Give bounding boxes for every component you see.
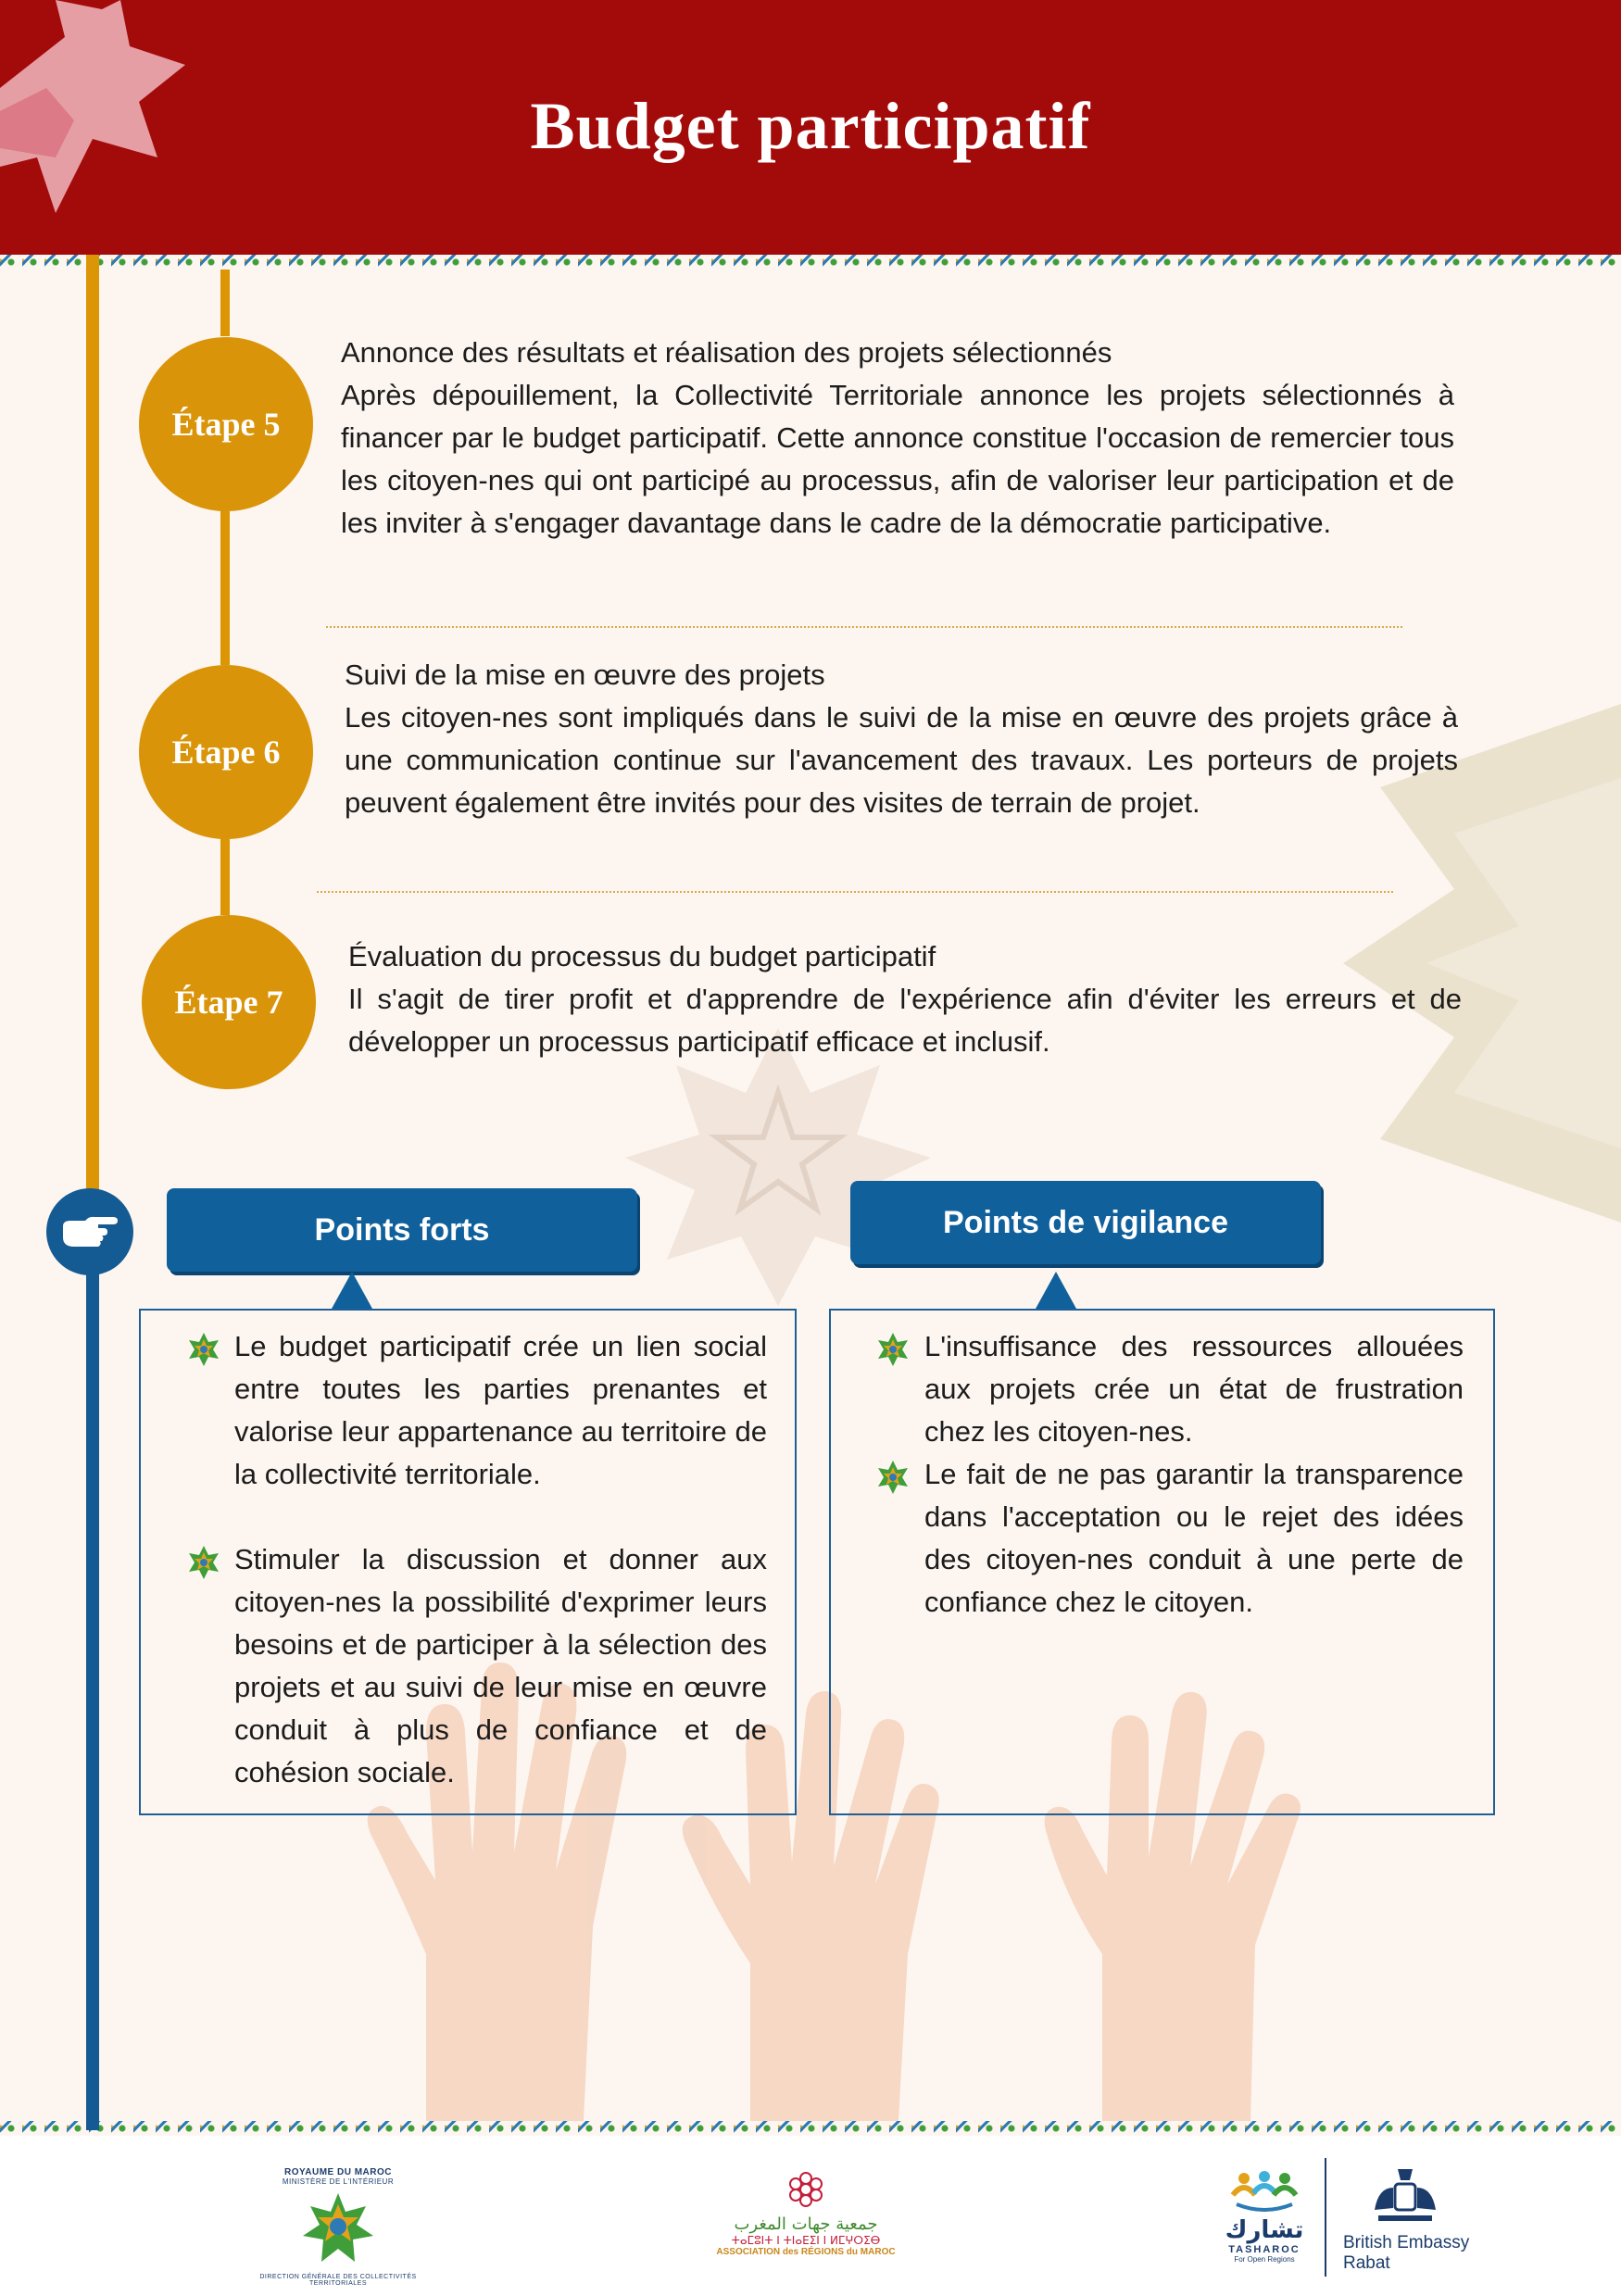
- strength-item-2: Stimuler la discussion et donner aux citoyen-nes la possibilité d'exprimer leurs besoins et de participer à la sélection des projets et au suivi de leur mise en œuvre conduit à plus de confiance et de cohésion sociale.: [234, 1543, 767, 1788]
- vigilance-pointer: [1036, 1272, 1076, 1309]
- tasharoc-arabic-name: تشارك: [1225, 2216, 1304, 2244]
- top-border-pattern: [0, 255, 1621, 270]
- step-7-description: Il s'agit de tirer profit et d'apprendre de l'expérience afin d'éviter les erreurs et de développer un processus participatif efficace et inclusif.: [348, 983, 1462, 1058]
- step-6-description: Les citoyen-nes sont impliqués dans le suivi de la mise en œuvre des projets grâce à une communication continue sur l'avancement des travaux. Les porteurs de projets peuvent également être invités pour des visites de terrain de projet.: [345, 701, 1458, 819]
- step-7-badge: Étape 7: [142, 915, 316, 1089]
- pointing-hand-icon: [46, 1188, 133, 1275]
- tasharoc-logo: [1213, 2169, 1315, 2264]
- timeline-connector: [220, 270, 230, 336]
- step-7-title: Évaluation du processus du budget participatif: [348, 940, 936, 972]
- vigilance-item-2: Le fait de ne pas garantir la transparence dans l'acceptation ou le rejet des idées des citoyen-nes conduit à une perte de confiance chez le citoyen.: [924, 1458, 1464, 1618]
- ministry-emblem-icon: [301, 2191, 375, 2265]
- bottom-border-pattern: [0, 2121, 1621, 2136]
- strengths-pointer: [332, 1272, 372, 1309]
- ministry-name: ROYAUME DU MAROC: [284, 2167, 392, 2177]
- footer: [0, 2136, 1621, 2296]
- star-bullet-icon: [185, 1331, 222, 1368]
- vigilance-heading: Points de vigilance: [850, 1181, 1321, 1264]
- ministry-subname: MINISTÈRE DE L'INTÉRIEUR: [282, 2177, 395, 2186]
- step-6-content: [345, 654, 1458, 824]
- step-6-badge: Étape 6: [139, 665, 313, 839]
- footer-divider: [1325, 2158, 1326, 2277]
- star-bullet-icon: [874, 1331, 911, 1368]
- ministry-direction: DIRECTION GÉNÉRALE DES COLLECTIVITÉS TERRITORIALES: [259, 2274, 417, 2287]
- timeline-connector: [220, 839, 230, 915]
- strength-item-1: Le budget participatif crée un lien social entre toutes les parties prenantes et valorise leur appartenance au territoire de la collectivité territoriale.: [234, 1330, 767, 1490]
- separator: [317, 891, 1393, 893]
- separator: [326, 626, 1402, 628]
- royal-coat-of-arms-icon: [1369, 2164, 1441, 2228]
- strengths-heading: Points forts: [167, 1188, 637, 1272]
- step-5-title: Annonce des résultats et réalisation des projets sélectionnés: [341, 336, 1112, 369]
- pointing-hand-glyph: [61, 1213, 119, 1250]
- embassy-name: British Embassy: [1343, 2233, 1470, 2252]
- step-6-title: Suivi de la mise en œuvre des projets: [345, 659, 825, 691]
- ministry-logo: [232, 2167, 445, 2287]
- tasharoc-people-icon: [1227, 2169, 1301, 2212]
- step-5-description: Après dépouillement, la Collectivité Territoriale annonce les projets sélectionnés à financer par le budget participatif. Cette annonce constitue l'occasion de remercier tous les citoyen-nes qui ont participé au processus, afin de valoriser leur participation et de les inviter à s'engager davantage dans le cadre de la démocratie participative.: [341, 379, 1454, 539]
- step-5-badge: Étape 5: [139, 337, 313, 511]
- step-5-content: [341, 332, 1454, 545]
- star-bullet-icon: [874, 1459, 911, 1496]
- arm-arabic-name: جمعية جهات المغرب: [734, 2214, 878, 2234]
- tasharoc-tagline: For Open Regions: [1234, 2255, 1295, 2264]
- tasharoc-latin-name: TASHAROC: [1228, 2244, 1301, 2255]
- step-7-content: [348, 935, 1462, 1063]
- timeline-line-gold: [86, 255, 99, 1198]
- timeline-line-blue: [86, 1269, 99, 2130]
- british-embassy-logo: [1336, 2164, 1475, 2274]
- arm-flower-icon: [783, 2169, 829, 2210]
- arm-logo: [713, 2169, 898, 2257]
- embassy-city: Rabat: [1343, 2253, 1390, 2273]
- vigilance-item-1: L'insuffisance des ressources allouées aux projets crée un état de frustration chez les citoyen-nes.: [924, 1330, 1464, 1448]
- page-header: [0, 0, 1621, 255]
- arm-tifinagh-name: ⵜⴰⵎⵓⵏⵜ ⵏ ⵜⵏⴰⴹⵉⵏ ⵏ ⵍⵎⵖⵔⵉⴱ: [731, 2234, 881, 2247]
- star-bullet-icon: [185, 1544, 222, 1581]
- page-title: Budget participatif: [530, 89, 1091, 163]
- timeline-connector: [220, 511, 230, 665]
- arm-french-name: ASSOCIATION des RÉGIONS du MAROC: [716, 2247, 896, 2257]
